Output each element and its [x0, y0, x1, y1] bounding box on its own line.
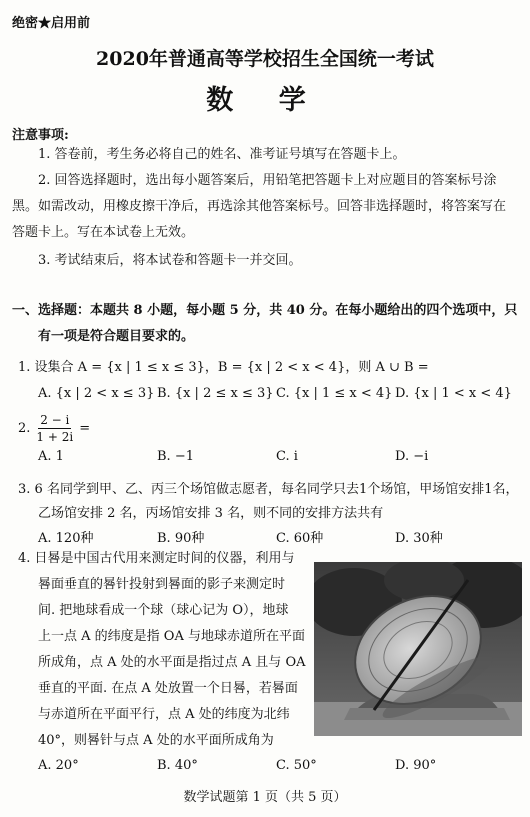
question-4-line-1: 4. 日晷是中国古代用来测定时间的仪器，利用与 — [18, 551, 295, 566]
option-b: B. −1 — [157, 449, 194, 464]
question-2-fraction — [34, 412, 75, 445]
fraction-numerator: 2 − i — [40, 413, 70, 427]
notice-item-2-cont: 黑。如需改动，用橡皮擦干净后，再选涂其他答案标号。回答非选择题时，将答案写在 — [12, 199, 507, 214]
question-3-stem-cont: 乙场馆安排 2 名，丙场馆安排 3 名，则不同的安排方法共有 — [38, 506, 384, 521]
question-4-line-7: 与赤道所在平面平行，点 A 处的纬度为北纬 — [38, 707, 290, 722]
notice-item-1: 1. 答卷前，考生务必将自己的姓名、准考证号填写在答题卡上。 — [38, 147, 406, 162]
notice-item-2: 2. 回答选择题时，选出每小题答案后，用铅笔把答题卡上对应题目的答案标号涂 — [38, 173, 497, 188]
option-d: D. −i — [395, 449, 429, 464]
question-2-stem — [18, 412, 90, 445]
option-c: C. 50° — [276, 758, 317, 773]
option-c: C. 60种 — [276, 531, 324, 546]
option-d: D. 30种 — [395, 531, 443, 546]
option-a: A. 20° — [38, 758, 79, 773]
subject-title: 数 学 — [206, 85, 324, 116]
option-d: D. 90° — [395, 758, 437, 773]
question-1-stem: 1. 设集合 A = {x | 1 ≤ x ≤ 3}，B = {x | 2 < x < 4}，则 A ∪ B = — [18, 360, 429, 375]
question-4-line-4: 上一点 A 的纬度是指 OA 与地球赤道所在平面 — [38, 629, 305, 644]
question-4-line-6: 垂直的平面. 在点 A 处放置一个日晷，若晷面 — [38, 681, 298, 696]
confidential-label: 绝密★启用前 — [12, 16, 91, 31]
section-heading: 一、选择题：本题共 8 小题，每小题 5 分，共 40 分。在每小题给出的四个选项中，只 — [12, 303, 518, 318]
option-a: A. 120种 — [38, 531, 94, 546]
question-2-number: 2. — [18, 421, 31, 436]
question-4-line-5: 所成角，点 A 处的水平面是指过点 A 且与 OA — [38, 655, 306, 670]
option-b: B. 90种 — [157, 531, 205, 546]
option-c: C. {x | 1 ≤ x < 4} — [276, 386, 393, 401]
section-heading-cont: 有一项是符合题目要求的。 — [38, 329, 195, 344]
option-d: D. {x | 1 < x < 4} — [395, 386, 512, 401]
notice-item-2-end: 答题卡上。写在本试卷上无效。 — [12, 225, 195, 240]
option-a: A. 1 — [38, 449, 64, 464]
page-footer: 数学试题第 1 页（共 5 页） — [183, 790, 347, 805]
question-4-line-3: 间. 把地球看成一个球（球心记为 O），地球 — [38, 603, 289, 618]
question-4-line-2: 晷面垂直的晷针投射到晷面的影子来测定时 — [38, 577, 286, 592]
fraction-denominator: 1 + 2i — [36, 430, 74, 444]
notice-item-3: 3. 考试结束后，将本试卷和答题卡一并交回。 — [38, 253, 302, 268]
option-a: A. {x | 2 < x ≤ 3} — [38, 386, 155, 401]
notice-heading: 注意事项: — [12, 128, 69, 143]
option-b: B. {x | 2 ≤ x ≤ 3} — [157, 386, 274, 401]
question-4-line-8: 40°，则晷针与点 A 处的水平面所成角为 — [38, 733, 274, 748]
sundial-photo — [314, 562, 522, 736]
exam-title: 2020年普通高等学校招生全国统一考试 — [96, 48, 434, 70]
option-b: B. 40° — [157, 758, 198, 773]
option-c: C. i — [276, 449, 298, 464]
question-3-stem: 3. 6 名同学到甲、乙、丙三个场馆做志愿者，每名同学只去1个场馆，甲场馆安排1名， — [18, 482, 519, 497]
question-2-equals: = — [79, 421, 91, 436]
